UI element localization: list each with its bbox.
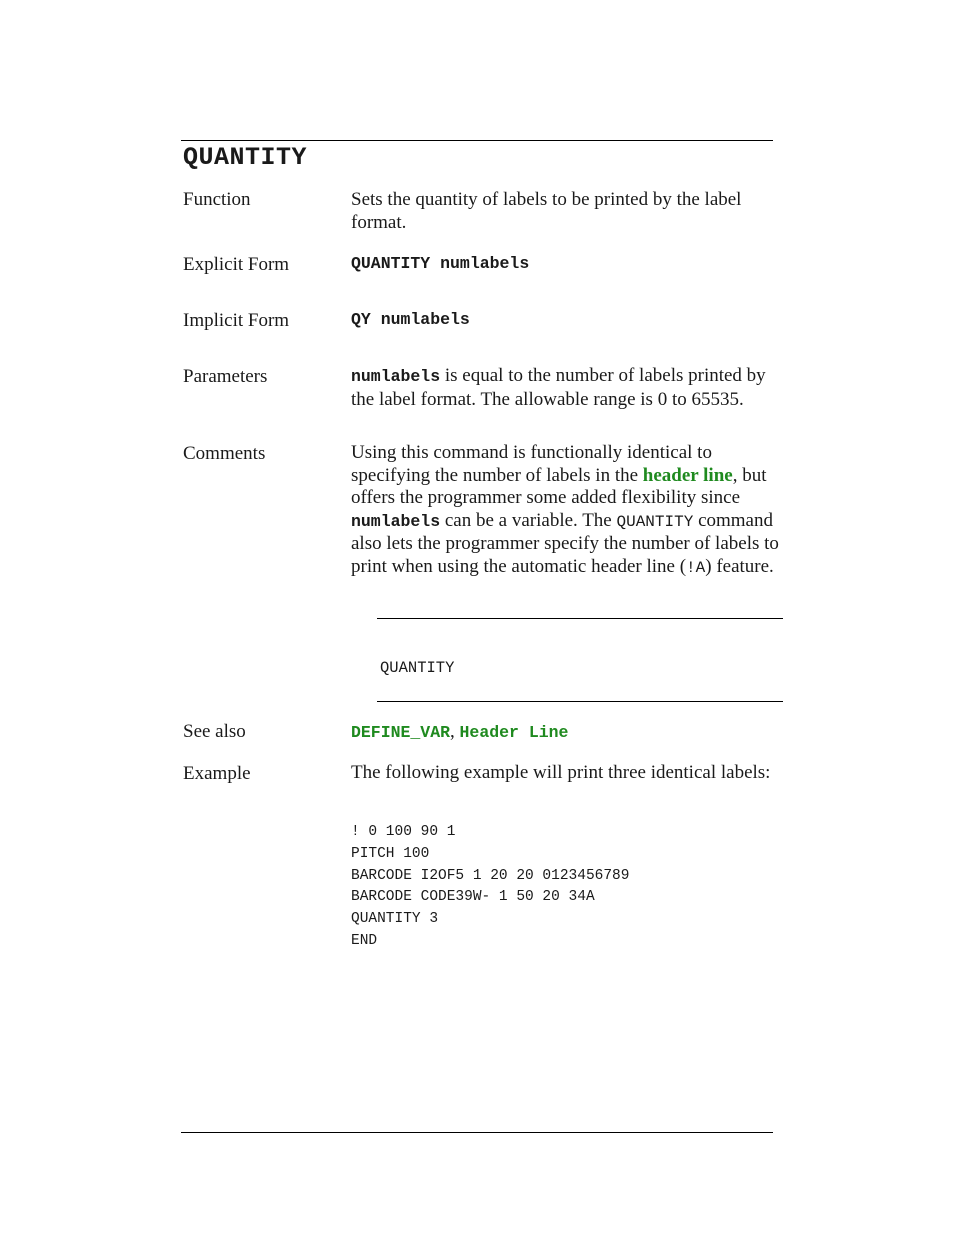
comments-part: command also lets the programmer specify the number of labels to print when using the automatic header line ( [351, 509, 779, 577]
header-line-link[interactable]: header line [642, 464, 733, 486]
explicit-form-label: Explicit Form [183, 254, 290, 275]
param-name: numlabels [351, 367, 441, 386]
comments-part: Using this command is functionally identical to specifying the number of labels in the [351, 442, 712, 486]
explicit-form-code: QUANTITY numlabels [351, 254, 530, 273]
comments-cmd2: !A [686, 558, 706, 577]
footer-rule [181, 1132, 773, 1133]
comments-label: Comments [183, 443, 266, 464]
note-text: QUANTITY [380, 659, 455, 677]
comments-part: can be a variable. The [440, 509, 617, 531]
code-line: BARCODE I2OF5 1 20 20 0123456789 [351, 867, 630, 884]
param-description: is equal to the number of labels printed by the label format. The allowable range is 0 to 65535. [351, 365, 766, 410]
function-text: Sets the quantity of labels to be printed by the label format. [351, 189, 742, 233]
comments-param: numlabels [351, 511, 441, 531]
comments-part: ) feature. [705, 555, 774, 577]
comments-text [351, 442, 783, 579]
note-rule-top [377, 618, 783, 619]
header-rule [181, 140, 773, 141]
parameters-label: Parameters [183, 366, 268, 387]
example-label: Example [183, 763, 251, 784]
function-label: Function [183, 189, 251, 210]
header-line-ref-link[interactable]: Header Line [459, 723, 569, 742]
parameters-text [351, 365, 783, 411]
see-also-label: See also [183, 721, 246, 742]
implicit-form-label: Implicit Form [183, 310, 290, 331]
comments-part: , but offers the programmer some added flexibility since [351, 464, 767, 508]
implicit-form-code: QY numlabels [351, 310, 470, 329]
code-line: BARCODE CODE39W- 1 50 20 34A [351, 889, 595, 906]
see-also-links [351, 721, 783, 745]
page-title: QUANTITY [183, 143, 308, 172]
code-line: PITCH 100 [351, 845, 430, 862]
code-line: END [351, 932, 378, 949]
note-rule-bottom [377, 701, 783, 702]
example-text: The following example will print three identical labels: [351, 762, 771, 783]
code-line: QUANTITY 3 [351, 911, 439, 928]
comments-cmd: QUANTITY [616, 512, 694, 531]
example-code [351, 822, 629, 953]
see-also-separator: , [450, 721, 460, 742]
define-var-link[interactable]: DEFINE_VAR [351, 723, 451, 742]
code-line: ! 0 100 90 1 [351, 824, 456, 840]
